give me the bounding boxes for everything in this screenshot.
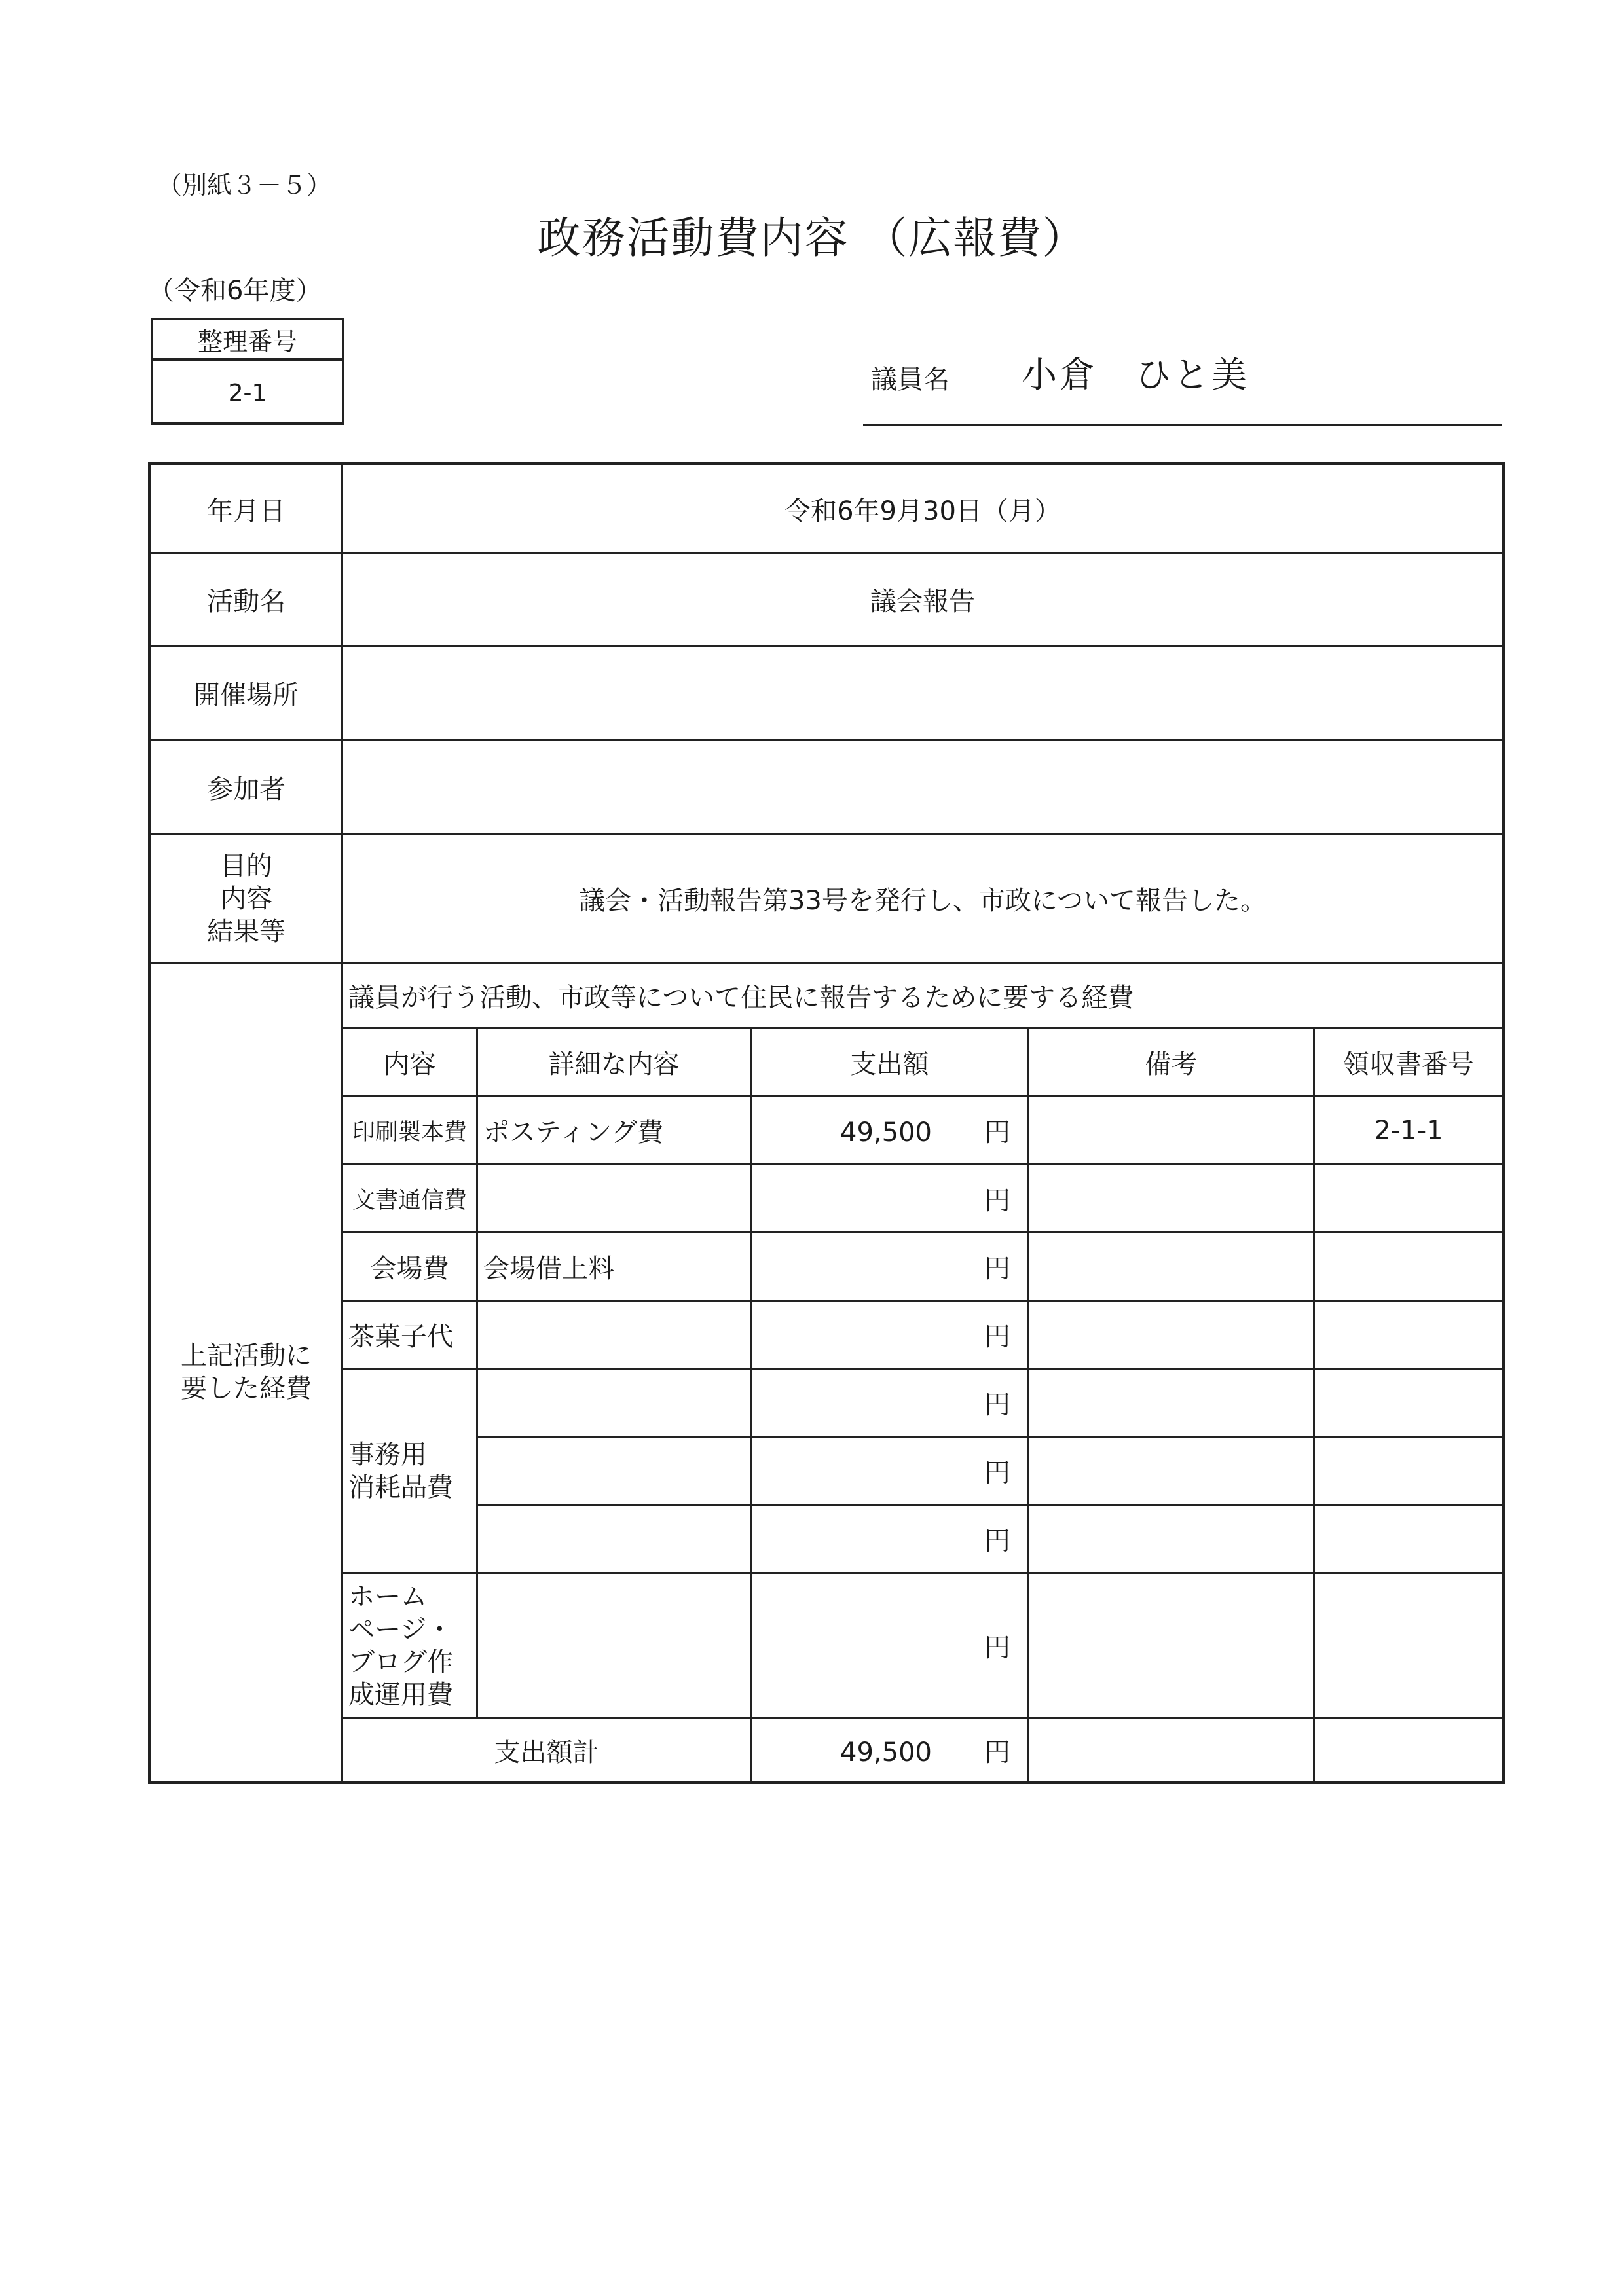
total-label: 支出額計 — [342, 1719, 751, 1783]
expense-row-venue — [150, 1233, 1504, 1301]
purpose-label-line: 結果等 — [207, 916, 286, 947]
activity-label: 活動名 — [150, 553, 342, 646]
expense-description-row — [150, 963, 1504, 1029]
expense-category: 茶菓子代 — [342, 1301, 477, 1369]
expense-detail: 会場借上料 — [477, 1233, 751, 1301]
expense-row-refreshments — [150, 1301, 1504, 1369]
expense-receipt — [1314, 1233, 1504, 1301]
venue-label: 開催場所 — [150, 646, 342, 740]
expense-detail — [477, 1369, 751, 1437]
expense-detail — [477, 1573, 751, 1719]
expense-section-label-line: 要した経費 — [181, 1374, 312, 1404]
reference-number-label: 整理番号 — [153, 320, 342, 361]
expense-amount — [751, 1233, 1029, 1301]
expense-detail: ポスティング費 — [477, 1097, 751, 1165]
purpose-label-line: 目的 — [220, 850, 272, 881]
fiscal-year: （令和6年度） — [148, 276, 322, 306]
expense-section-label — [150, 963, 342, 1783]
expense-header-row — [150, 1029, 1504, 1097]
office-supplies-label-line: 消耗品費 — [348, 1472, 453, 1503]
homepage-label-line: ブログ作 — [348, 1647, 453, 1677]
expense-amount — [751, 1097, 1029, 1165]
expense-amount-value: 49,500 — [840, 1118, 932, 1148]
expense-category: 印刷製本費 — [342, 1097, 477, 1165]
expense-total-row — [150, 1719, 1504, 1783]
venue-value — [342, 646, 1504, 740]
office-supplies-label-line: 事務用 — [348, 1439, 427, 1470]
expense-note — [1029, 1165, 1314, 1233]
participants-label: 参加者 — [150, 740, 342, 835]
expense-category: 会場費 — [342, 1233, 477, 1301]
expense-row-office-supplies — [150, 1369, 1504, 1437]
expense-amount — [751, 1369, 1029, 1437]
expense-detail — [477, 1301, 751, 1369]
activity-value: 議会報告 — [342, 553, 1504, 646]
reference-number-box — [151, 318, 344, 425]
expense-note — [1029, 1505, 1314, 1573]
activity-expense-table — [148, 462, 1505, 1784]
member-name-label: 議員名 — [871, 365, 950, 395]
participants-value — [342, 740, 1504, 835]
participants-row — [150, 740, 1504, 835]
homepage-label-line: ページ・ — [348, 1614, 453, 1645]
yen-unit: 円 — [984, 1526, 1010, 1556]
attachment-label: （別紙３－５） — [157, 171, 332, 200]
expense-amount — [751, 1505, 1029, 1573]
expense-receipt — [1314, 1369, 1504, 1437]
yen-unit: 円 — [984, 1458, 1010, 1488]
yen-unit: 円 — [984, 1254, 1010, 1284]
expense-description: 議員が行う活動、市政等について住民に報告するために要する経費 — [342, 963, 1504, 1029]
purpose-row — [150, 835, 1504, 963]
date-value: 令和6年9月30日（月） — [342, 464, 1504, 553]
expense-category-homepage — [342, 1573, 477, 1719]
expense-row-homepage — [150, 1573, 1504, 1719]
date-row — [150, 464, 1504, 553]
total-receipt — [1314, 1719, 1504, 1783]
yen-unit: 円 — [984, 1322, 1010, 1352]
date-label: 年月日 — [150, 464, 342, 553]
expense-amount — [751, 1437, 1029, 1505]
homepage-label-line: ホーム — [348, 1581, 427, 1612]
yen-unit: 円 — [984, 1390, 1010, 1420]
activity-row — [150, 553, 1504, 646]
column-header-amount: 支出額 — [751, 1029, 1029, 1097]
expense-detail — [477, 1437, 751, 1505]
expense-note — [1029, 1233, 1314, 1301]
yen-unit: 円 — [984, 1186, 1010, 1216]
expense-section-label-line: 上記活動に — [181, 1341, 312, 1371]
expense-category: 文書通信費 — [342, 1165, 477, 1233]
expense-note — [1029, 1437, 1314, 1505]
expense-receipt — [1314, 1301, 1504, 1369]
expense-category-office-supplies — [342, 1369, 477, 1573]
expense-row-correspondence — [150, 1165, 1504, 1233]
homepage-label-line: 成運用費 — [348, 1679, 453, 1710]
purpose-value: 議会・活動報告第33号を発行し、市政について報告した。 — [342, 835, 1504, 963]
column-header-receipt: 領収書番号 — [1314, 1029, 1504, 1097]
total-amount-value: 49,500 — [840, 1737, 932, 1768]
expense-note — [1029, 1369, 1314, 1437]
purpose-label-line: 内容 — [220, 883, 272, 914]
total-note — [1029, 1719, 1314, 1783]
expense-note — [1029, 1573, 1314, 1719]
purpose-label — [150, 835, 342, 963]
expense-amount — [751, 1301, 1029, 1369]
yen-unit: 円 — [984, 1118, 1010, 1148]
expense-receipt — [1314, 1505, 1504, 1573]
expense-amount — [751, 1165, 1029, 1233]
expense-receipt — [1314, 1165, 1504, 1233]
yen-unit: 円 — [984, 1633, 1010, 1663]
reference-number-value: 2-1 — [228, 379, 267, 407]
venue-row — [150, 646, 1504, 740]
expense-detail — [477, 1505, 751, 1573]
expense-amount — [751, 1573, 1029, 1719]
document-title: 政務活動費内容 （広報費） — [537, 213, 1087, 263]
expense-note — [1029, 1097, 1314, 1165]
expense-row-printing — [150, 1097, 1504, 1165]
column-header-detail: 詳細な内容 — [477, 1029, 751, 1097]
member-name-value: 小倉 ひと美 — [1022, 354, 1249, 395]
expense-receipt — [1314, 1573, 1504, 1719]
column-header-category: 内容 — [342, 1029, 477, 1097]
member-name-underline — [863, 424, 1502, 426]
expense-detail — [477, 1165, 751, 1233]
expense-note — [1029, 1301, 1314, 1369]
yen-unit: 円 — [984, 1737, 1010, 1768]
expense-receipt — [1314, 1437, 1504, 1505]
column-header-note: 備考 — [1029, 1029, 1314, 1097]
total-amount — [751, 1719, 1029, 1783]
expense-receipt: 2-1-1 — [1314, 1097, 1504, 1165]
